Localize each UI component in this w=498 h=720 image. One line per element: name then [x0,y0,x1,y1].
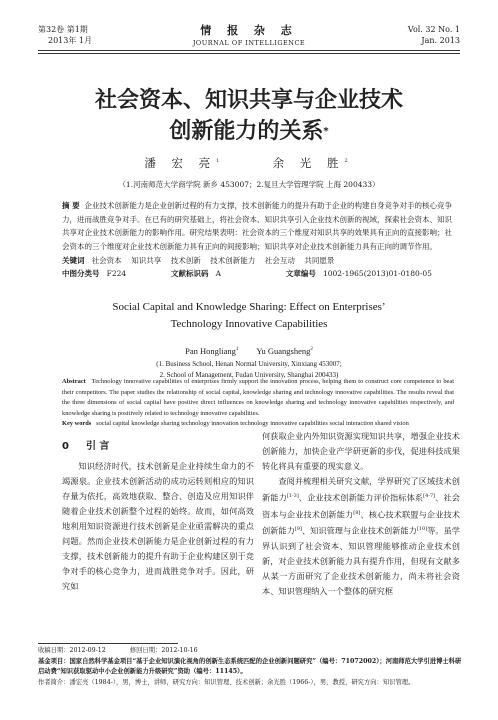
classification-line [62,267,452,281]
english-affiliation-2: 2. School of Management, Fudan University, Shanghai 200433) [159,371,339,379]
p3-seg-c: 、社会资本与企业技术创新能力 [262,492,460,520]
paper-title-line1: 社会资本、知识共享与企业技术 [94,88,403,113]
keyword-cn-6: 共同愿景 [304,256,335,265]
keywords-en-text: social capital knowledge sharing technology innovation technology innovative capabilities social interaction shared vision [96,420,409,427]
intro-paragraph-2: 何获取企业内外知识资源实现知识共享，增强企业技术创新能力，加快企业产学研更新的步伐，促进科技成果转化将具有重要的现实意义。 [262,431,460,471]
author-en-1-sup: 1 [235,347,239,353]
p3-seg-d: 、核心技术联盟与企业技术创新能力 [262,509,460,537]
date-en: Jan. 2013 [421,36,460,45]
keywords-en [62,419,454,430]
citation-9: [9] [294,526,302,533]
author-bio: 作者简介：潘宏亮（1984-），男，博士，讲师，研究方向：知识管理、技术创新；余光胜（1966-），男，教授，研究方向：知识管理。 [38,678,415,686]
keyword-cn-1: 社会资本 [91,256,122,265]
author-line [0,155,498,171]
date-cn: 2013年 1月 [48,36,92,45]
journal-name-en: JOURNAL OF INTELLIGENCE [192,39,306,47]
right-column [262,429,460,599]
abstract-cn [62,199,452,253]
author-en-1: Pan Hongliang [185,346,236,356]
title-footnote-star: * [323,126,329,137]
revised-date: 2012-10-16 [161,647,198,654]
keywords-en-label: Key words [62,420,92,427]
citation-10: [10] [416,526,428,533]
issue-info-en [408,24,460,46]
journal-name-cn: 情 报 杂 志 [200,24,298,37]
citation-8: [8] [353,509,361,516]
header-rule-thin [38,53,460,54]
section-title: 引 言 [85,441,110,452]
received-date: 2012-09-12 [69,647,106,654]
p3-seg-a: 查阅并梳理相关研究文献，学界研究了区域技术创新能力 [262,476,460,503]
section-heading [62,437,109,452]
english-authors [0,346,498,356]
article-no-value: 1002-1965(2013)01-0180-05 [322,269,432,278]
footnote-rule [38,643,178,644]
author-1-sup: 1 [216,158,226,165]
fund-note: 基金项目：国家自然科学基金项目“基于企业知识演化视角的创新生态系统匹配的企业创新问题研究”（编号：71072002）；河南师范大学引进博士科研启动费“知识获取驱动中小企业创新能力升级研究”资助（编号：11145）。 [38,657,462,675]
english-title-line1: Social Capital and Knowledge Sharing: Effect on Enterprises’ [112,301,386,313]
author-2: 余 光 胜 [272,156,345,170]
author-en-2-sup: 2 [310,347,313,353]
volume-cn: 第32卷 第1期 [38,25,88,34]
paper-title-line2 [0,117,498,147]
english-title-line2: Technology Innovative Capabilities [170,318,328,330]
english-affiliation-1: (1. Business School, Henan Normal University, Xinxiang 453007; [156,360,342,368]
p3-seg-e: 、知识管理与企业技术创新能力 [301,526,417,537]
keyword-cn-4: 技术创新能力 [210,256,256,265]
volume-en: Vol. 32 No. 1 [407,25,460,34]
author-1: 潘 宏 亮 [144,156,217,170]
revised-label: 修回日期： [129,647,162,654]
clc-value: F224 [106,269,127,278]
abstract-cn-text: 企业技术创新能力是企业创新过程的有力支撑，技术创新能力的提升有助于企业的构建自身竞争对手的核心竞争力，进而战胜竞争对手。在已有的研究基础上，将社会资本、知识共享引入企业技术创新的视域，探索社会资本、知识共享对企业技术创新能力的影响作用。研究结果表明：社会资本的三个维度对知识共享的效果具有正向的直接影响；社会资本的三个维度对企业技术创新能力具有正向的间接影响；知识共享对企业技术创新能力具有正向的调节作用。 [62,201,452,251]
p3-seg-f: 等。虽学界认识到了社会资本、知识管理能够推动企业技术创新，对企业技术创新能力具有提升作用，但现有文献多从某一方面研究了企业技术创新能力，尚未将社会资本、知识管理纳入一个整体的研究框 [262,526,460,597]
affiliation-cn: （1.河南师范大学商学院 新乡 453007；2.复旦大学管理学院 上海 200433） [118,180,380,189]
left-column [62,459,254,594]
keywords-cn-label: 关键词 [62,256,85,265]
author-en-2: Yu Guangsheng [256,346,311,356]
abstract-en [62,377,454,419]
dates-line [38,646,462,657]
section-number: 0 [62,441,69,452]
keyword-cn-2: 知识共享 [131,256,162,265]
doc-code-value: A [215,269,222,278]
doc-code-label: 文献标识码 [170,269,209,278]
footnotes [38,646,462,688]
clc-label: 中图分类号 [62,269,100,278]
author-2-sup: 2 [344,158,354,165]
p3-seg-b: 、企业技术创新能力评价指标体系 [298,492,424,503]
citation-1-3: [1-3] [286,493,299,499]
intro-paragraph-3 [262,474,460,599]
header-rule [38,50,460,51]
keyword-cn-5: 社会互动 [264,256,295,265]
abstract-en-text: Technology innovative capabilities of enterprises firmly support the innovation process, helping them to construct core competence to beat their competitors. The paper studies the relationship of social capital, knowledge sharing and technology innovative capabilities. The results reveal that the three dimensions of social capital have positive direct influences on knowledge sharing and technology innovative capabilities respectively, and knowledge sharing is positively related to technology innovative capabilities. [62,378,454,417]
abstract-en-label: Abstract [62,378,86,385]
keywords-cn [62,254,452,268]
paper-title-line2-text: 创新能力的关系 [169,119,324,144]
article-no-label: 文章编号 [285,269,316,278]
intro-paragraph-1: 知识经济时代，技术创新是企业持续生命力的不竭源泉。企业技术创新活动的成功运转则相应的知识存量为依托，高效地获取、整合、创造及应用知识伴随着企业技术创新整个过程的始终。故而，如何高效地利用知识资源进行技术创新是企业亟需解决的重点问题。然而企业技术创新能力是企业创新过程的有力支撑，技术创新能力的提升有助于企业构建区别于竞争对手的核心竞争力，进而战胜竞争对手。因此，研究如 [62,461,254,591]
abstract-cn-label: 摘 要 [62,201,80,210]
received-label: 收稿日期： [38,647,70,654]
citation-4-7: [4-7] [423,493,436,499]
keyword-cn-3: 技术创新 [170,256,201,265]
